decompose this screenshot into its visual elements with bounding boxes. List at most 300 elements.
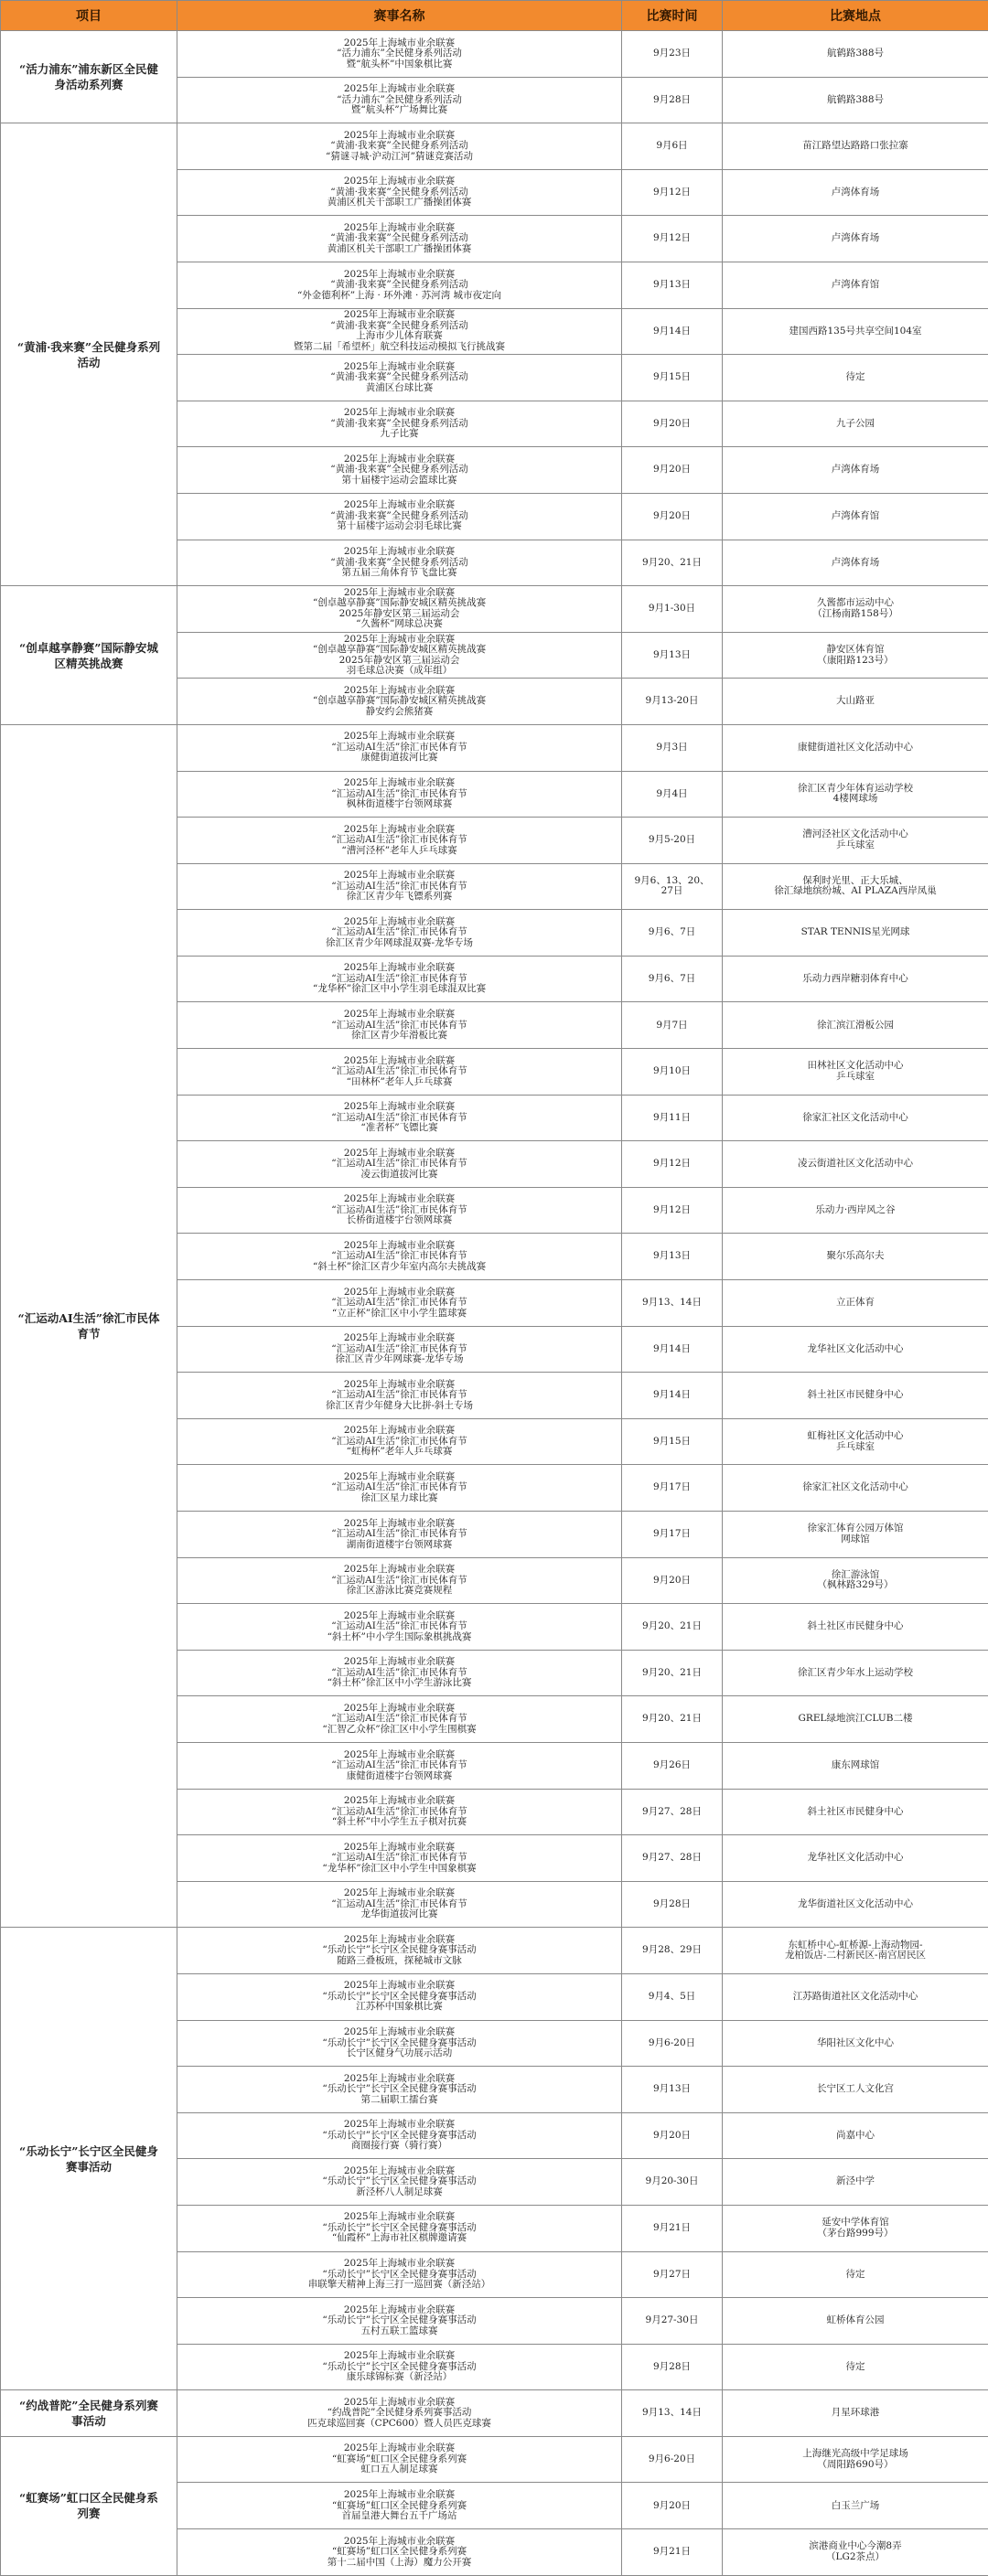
venue-line: 东虹桥中心-虹桥源-上海动物园- [726,1940,984,1951]
event-line: “立正杯”徐汇区中小学生篮球赛 [181,1309,618,1320]
venue-line: 待定 [726,372,984,383]
venue-line: 徐家汇体育公园万体馆 [726,1523,984,1534]
event-line: 2025年上海城市业余联赛 [181,176,618,187]
event-cell [177,1418,622,1465]
header-venue: 比赛地点 [723,1,988,31]
time-cell [622,401,723,447]
event-cell [177,2020,622,2067]
event-cell [177,447,622,494]
time-cell [622,1604,723,1651]
venue-cell [723,818,988,864]
time-line: 9月20日 [626,465,718,476]
venue-line: 待定 [726,2270,984,2281]
event-line: 2025年上海城市业余联赛 [181,1981,618,1992]
time-line: 9月20、21日 [626,558,718,569]
event-cell [177,1789,622,1835]
event-line: 凌云街道拔河比赛 [181,1170,618,1181]
time-cell [622,724,723,771]
event-line: “斜土杯”中小学生国际象棋挑战赛 [181,1632,618,1643]
event-line: “汇运动AI生活”徐汇市民体育节 [181,1853,618,1864]
time-cell [622,2067,723,2113]
venue-line: 斜土社区市民健身中心 [726,1621,984,1632]
venue-line: 久酱都市运动中心 [726,598,984,609]
event-line: 2025年上海城市业余联赛 [181,1380,618,1391]
venue-cell [723,1973,988,2020]
event-line: “汇运动AI生活”徐汇市民体育节 [181,1482,618,1493]
event-line: “黄浦·我来赛”全民健身系列活动 [181,280,618,291]
venue-cell [723,2020,988,2067]
venue-line: 卢湾体育馆 [726,280,984,291]
event-cell [177,1234,622,1280]
venue-line: 卢湾体育馆 [726,511,984,522]
event-line: “汇运动AI生活”徐汇市民体育节 [181,1066,618,1077]
event-line: “汇运动AI生活”徐汇市民体育节 [181,1251,618,1262]
event-line: 2025年上海城市业余联赛 [181,270,618,281]
event-line: “黄浦·我来赛”全民健身系列活动 [181,465,618,476]
venue-cell [723,1604,988,1651]
time-cell [622,2205,723,2251]
event-cell [177,2067,622,2113]
event-line: 2025年上海城市业余联赛 [181,1472,618,1483]
event-line: 2025年上海城市业余联赛 [181,1796,618,1807]
event-line: “汇运动AI生活”徐汇市民体育节 [181,927,618,938]
venue-cell [723,169,988,216]
event-line: “乐动长宁”长宁区全民健身赛事活动 [181,2038,618,2049]
event-line: 2025年上海城市业余联赛 [181,84,618,95]
time-cell [622,1234,723,1280]
venue-line: （枫林路329号） [726,1580,984,1591]
event-cell [177,1512,622,1558]
venue-cell [723,910,988,957]
event-line: 2025年上海城市业余联赛 [181,1149,618,1160]
event-line: “黄浦·我来赛”全民健身系列活动 [181,558,618,569]
event-line: 五村五联工篮球赛 [181,2326,618,2337]
event-line: 黄浦区机关干部职工广播操团体赛 [181,244,618,255]
event-line: “乐动长宁”长宁区全民健身赛事活动 [181,2176,618,2187]
venue-line: 斜土社区市民健身中心 [726,1390,984,1401]
event-line: “汇运动AI生活”徐汇市民体育节 [181,1760,618,1771]
event-cell [177,632,622,679]
venue-cell [723,1280,988,1327]
table-row [1,31,988,78]
venue-line: GREL绿地滨江CLUB二楼 [726,1714,984,1725]
event-line: “黄浦·我来赛”全民健身系列活动 [181,419,618,430]
event-line: 2025年上海城市业余联赛 [181,131,618,142]
time-cell [622,1141,723,1188]
event-line: 2025年上海城市业余联赛 [181,2490,618,2501]
time-line: 9月7日 [626,1021,718,1031]
venue-line: 乐动力·西岸风之谷 [726,1205,984,1216]
event-line: 徐汇区星力球比赛 [181,1493,618,1504]
event-cell [177,1557,622,1604]
event-line: 2025年上海城市业余联赛 [181,2120,618,2131]
venue-line: 康健街道社区文化活动中心 [726,743,984,754]
venue-line: 苗江路望达路路口张拉寨 [726,141,984,152]
event-line: 康健街道楼宇台领网球赛 [181,1771,618,1782]
event-line: 2025年上海城市业余联赛 [181,310,618,321]
time-cell [622,216,723,262]
event-line: 首届皇港大舞台五千广场站 [181,2511,618,2522]
event-line: “汇运动AI生活”徐汇市民体育节 [181,1807,618,1818]
event-line: 2025年上海城市业余联赛 [181,2305,618,2316]
event-line: “乐动长宁”长宁区全民健身赛事活动 [181,2270,618,2281]
time-line: 9月20日 [626,511,718,522]
venue-line: 徐家汇社区文化活动中心 [726,1113,984,1124]
event-line: “活力浦东”全民健身系列活动 [181,48,618,59]
venue-cell [723,1465,988,1512]
time-cell [622,1557,723,1604]
venue-line: 田林社区文化活动中心 [726,1061,984,1072]
time-cell [622,493,723,540]
time-line: 9月6、7日 [626,927,718,938]
venue-line: 滨港商业中心今潮8弄 [726,2541,984,2552]
venue-line: STAR TENNIS星光网球 [726,927,984,938]
time-cell [622,586,723,633]
time-cell [622,1973,723,2020]
event-cell [177,1696,622,1743]
time-line: 9月27、28日 [626,1807,718,1818]
event-line: “乐动长宁”长宁区全民健身赛事活动 [181,1945,618,1956]
venue-cell [723,2298,988,2345]
venue-line: 乒乓球室 [726,840,984,851]
event-line: 2025年上海城市业余联赛 [181,223,618,234]
project-cell: “黄浦·我来赛”全民健身系列活动 [1,123,177,586]
event-cell [177,2205,622,2251]
event-line: 2025年上海城市业余联赛 [181,500,618,511]
venue-line: 凌云街道社区文化活动中心 [726,1159,984,1170]
event-line: “准者杯”飞镖比赛 [181,1123,618,1134]
event-line: “乐动长宁”长宁区全民健身赛事活动 [181,2223,618,2234]
event-line: “黄浦·我来赛”全民健身系列活动 [181,321,618,332]
time-line: 9月4、5日 [626,1992,718,2003]
venue-cell [723,2483,988,2529]
venue-line: 静安区体育馆 [726,645,984,656]
event-line: 2025年上海城市业余联赛 [181,1426,618,1437]
event-line: “汇智乙众杯”徐汇区中小学生围棋赛 [181,1725,618,1736]
venue-cell [723,2390,988,2437]
time-line: 9月26日 [626,1760,718,1771]
event-line: “汇运动AI生活”徐汇市民体育节 [181,1021,618,1031]
venue-cell [723,123,988,170]
venue-cell [723,724,988,771]
event-cell [177,1973,622,2020]
project-cell: “虹赛场”虹口区全民健身系列赛 [1,2436,177,2575]
event-line: “斜土杯”中小学生五子棋对抗赛 [181,1817,618,1828]
time-line: 9月21日 [626,2547,718,2558]
time-line: 9月28日 [626,1899,718,1910]
event-line: 2025年上海城市业余联赛 [181,1611,618,1622]
time-line: 9月28日 [626,2362,718,2373]
venue-line: 待定 [726,2362,984,2373]
event-line: 2025年上海城市业余联赛 [181,1333,618,1344]
event-cell [177,818,622,864]
event-cell [177,401,622,447]
time-line: 9月13日 [626,280,718,291]
event-cell [177,1650,622,1696]
time-line: 9月6、13、20、 [626,876,718,887]
event-line: “汇运动AI生活”徐汇市民体育节 [181,1529,618,1540]
time-line: 9月28日 [626,95,718,106]
venue-line: 漕河泾社区文化活动中心 [726,829,984,840]
time-cell [622,2344,723,2390]
table-row [1,123,988,170]
project-cell: “汇运动AI生活”徐汇市民体育节 [1,724,177,1927]
time-cell [622,863,723,910]
event-line: “久酱杯”网球总决赛 [181,619,618,630]
event-line: 徐汇区青少年健身大比拼-斜土专场 [181,1401,618,1412]
venue-line: （康阳路123号） [726,656,984,667]
event-cell [177,771,622,818]
time-line: 9月15日 [626,372,718,383]
event-line: “汇运动AI生活”徐汇市民体育节 [181,974,618,985]
event-line: “黄浦·我来赛”全民健身系列活动 [181,141,618,152]
event-line: “汇运动AI生活”徐汇市民体育节 [181,1159,618,1170]
event-cell [177,2529,622,2576]
time-line: 9月20日 [626,1576,718,1587]
time-cell [622,77,723,123]
header-row [1,1,988,31]
venue-cell [723,31,988,78]
time-line: 9月12日 [626,233,718,244]
venue-line: 保利时光里、正大乐城、 [726,876,984,887]
venue-cell [723,216,988,262]
time-cell [622,2112,723,2159]
venue-cell [723,2205,988,2251]
event-line: “汇运动AI生活”徐汇市民体育节 [181,835,618,846]
venue-cell [723,1095,988,1141]
venue-line: 徐汇游泳馆 [726,1570,984,1581]
venue-line: 长宁区工人文化宫 [726,2084,984,2095]
time-cell [622,1789,723,1835]
venue-cell [723,1742,988,1789]
event-line: 暨“航头杯”中国象棋比赛 [181,59,618,70]
venue-cell [723,1881,988,1928]
time-line: 9月3日 [626,743,718,754]
event-line: 2025年上海城市业余联赛 [181,732,618,743]
event-line: 徐汇区青少年滑板比赛 [181,1031,618,1042]
time-cell [622,1002,723,1049]
event-line: “创卓越享静赛”国际静安城区精英挑战赛 [181,598,618,609]
event-cell [177,1742,622,1789]
event-line: “汇运动AI生活”徐汇市民体育节 [181,1298,618,1309]
time-line: 9月23日 [626,48,718,59]
venue-line: 白玉兰广场 [726,2501,984,2512]
venue-line: （周阳路690号） [726,2460,984,2471]
event-cell [177,308,622,355]
venue-line: 康东网球馆 [726,1760,984,1771]
venue-line: （LG2茶点） [726,2552,984,2563]
time-line: 9月20日 [626,2501,718,2512]
event-line: 2025年上海城市业余联赛 [181,2537,618,2548]
venue-cell [723,2344,988,2390]
time-line: 9月1-30日 [626,604,718,615]
venue-cell [723,586,988,633]
event-line: 黄浦区机关干部职工广播操团体赛 [181,198,618,208]
venue-cell [723,2067,988,2113]
time-line: 9月5-20日 [626,835,718,846]
venue-cell [723,956,988,1002]
event-line: 2025年上海城市业余联赛 [181,588,618,599]
venue-cell [723,1187,988,1234]
time-cell [622,1095,723,1141]
venue-line: 龙华街道社区文化活动中心 [726,1899,984,1910]
venue-line: 徐汇区青少年体育运动学校 [726,784,984,795]
time-cell [622,2251,723,2298]
event-line: 第十届楼宇运动会篮球比赛 [181,476,618,486]
time-line: 9月13、14日 [626,2408,718,2419]
event-cell [177,77,622,123]
event-line: 长桥街道楼宇台领网球赛 [181,1215,618,1226]
header-project: 项目 [1,1,177,31]
event-cell [177,1095,622,1141]
venue-cell [723,1557,988,1604]
event-cell [177,1280,622,1327]
time-line: 9月20-30日 [626,2176,718,2187]
event-line: 康健街道拔河比赛 [181,753,618,764]
venue-cell [723,2112,988,2159]
time-cell [622,31,723,78]
venue-cell [723,355,988,401]
time-line: 9月27日 [626,2270,718,2281]
time-cell [622,123,723,170]
venue-cell [723,493,988,540]
event-line: 2025年上海城市业余联赛 [181,2443,618,2454]
time-cell [622,2020,723,2067]
event-line: “斜土杯”徐汇区青少年室内高尔夫挑战赛 [181,1262,618,1273]
venue-cell [723,1141,988,1188]
time-cell [622,1512,723,1558]
event-cell [177,2298,622,2345]
event-line: 商圈接行赛（骑行赛） [181,2141,618,2152]
venue-cell [723,1835,988,1882]
event-line: “汇运动AI生活”徐汇市民体育节 [181,1714,618,1725]
event-line: 黄浦区台球比赛 [181,383,618,394]
event-cell [177,679,622,725]
event-line: 徐汇区游泳比赛竞赛规程 [181,1586,618,1597]
event-line: “漕河泾杯”老年人乒乓球赛 [181,846,618,857]
venue-line: 徐汇滨江滑板公园 [726,1021,984,1031]
event-line: 随路三叠板班，探秘城市文脉 [181,1956,618,1967]
event-line: “汇运动AI生活”徐汇市民体育节 [181,1344,618,1355]
event-line: “虹梅杯”老年人乒乓球赛 [181,1447,618,1458]
time-line: 9月20、21日 [626,1621,718,1632]
venue-line: 龙华社区文化活动中心 [726,1344,984,1355]
venue-cell [723,632,988,679]
event-line: “黄浦·我来赛”全民健身系列活动 [181,233,618,244]
event-cell [177,910,622,957]
event-line: 2025年上海城市业余联赛 [181,2166,618,2177]
event-line: “汇运动AI生活”徐汇市民体育节 [181,1576,618,1587]
venue-line: （江杨南路158号） [726,609,984,620]
event-line: 2025年上海城市业余联赛 [181,2351,618,2362]
event-line: “汇运动AI生活”徐汇市民体育节 [181,1437,618,1448]
event-cell [177,1465,622,1512]
project-cell: “活力浦东”浦东新区全民健身活动系列赛 [1,31,177,123]
time-line: 9月13日 [626,650,718,661]
table-body [1,31,988,2576]
event-cell [177,863,622,910]
venue-line: 斜土社区市民健身中心 [726,1807,984,1818]
event-line: 2025年上海城市业余联赛 [181,1519,618,1530]
event-line: “汇运动AI生活”徐汇市民体育节 [181,1899,618,1910]
project-cell: “乐动长宁”长宁区全民健身赛事活动 [1,1928,177,2390]
time-line: 9月27、28日 [626,1853,718,1864]
event-line: 2025年上海城市业余联赛 [181,547,618,558]
event-cell [177,1187,622,1234]
time-line: 9月6-20日 [626,2038,718,2049]
time-line: 9月12日 [626,1205,718,1216]
event-line: 2025年上海城市业余联赛 [181,1935,618,1946]
time-cell [622,956,723,1002]
event-line: 串联擎天精神上海三打一巡回赛（新泾站） [181,2280,618,2291]
time-cell [622,2436,723,2483]
time-cell [622,1418,723,1465]
event-line: “黄浦·我来赛”全民健身系列活动 [181,372,618,383]
event-line: 2025年上海城市业余联赛 [181,825,618,836]
event-line: “黄浦·我来赛”全民健身系列活动 [181,187,618,198]
venue-line: 建国西路135号共享空间104室 [726,326,984,337]
event-line: 2025年上海城市业余联赛 [181,686,618,697]
event-line: 徐汇区青少年网球混双赛-龙华专场 [181,938,618,949]
venue-line: 立正体育 [726,1298,984,1309]
event-line: 2025年上海城市业余联赛 [181,1194,618,1205]
venue-cell [723,2436,988,2483]
time-cell [622,1881,723,1928]
event-line: 2025年上海城市业余联赛 [181,963,618,974]
venue-line: 尚嘉中心 [726,2131,984,2142]
venue-cell [723,2529,988,2576]
event-cell [177,724,622,771]
event-line: 2025年上海城市业余联赛 [181,1843,618,1854]
venue-line: 卢湾体育场 [726,465,984,476]
time-cell [622,632,723,679]
time-line: 9月20、21日 [626,1714,718,1725]
venue-cell [723,401,988,447]
event-line: 2025年上海城市业余联赛 [181,38,618,49]
event-line: “约战普陀”全民健身系列赛事活动 [181,2408,618,2419]
venue-line: 大山路亚 [726,696,984,707]
event-cell [177,216,622,262]
event-line: “创卓越享静赛”国际静安城区精英挑战赛 [181,696,618,707]
event-cell [177,2251,622,2298]
venue-line: 航鹤路388号 [726,48,984,59]
time-line: 9月17日 [626,1529,718,1540]
event-cell [177,169,622,216]
event-line: “乐动长宁”长宁区全民健身赛事活动 [181,2315,618,2326]
time-cell [622,447,723,494]
venue-cell [723,1234,988,1280]
header-event: 赛事名称 [177,1,622,31]
event-line: 龙华街道拔河比赛 [181,1909,618,1920]
event-line: 新泾杯八人制足球赛 [181,2187,618,2198]
time-line: 9月13、14日 [626,1298,718,1309]
venue-line: 航鹤路388号 [726,95,984,106]
time-cell [622,1373,723,1419]
event-line: 2025年上海城市业余联赛 [181,871,618,882]
venue-cell [723,1418,988,1465]
venue-cell [723,262,988,308]
time-cell [622,1465,723,1512]
event-cell [177,1373,622,1419]
time-cell [622,540,723,586]
event-line: 第二届职工擂台赛 [181,2095,618,2106]
venue-cell [723,77,988,123]
venue-line: 乐动力西岸糖羽体育中心 [726,974,984,985]
time-cell [622,1326,723,1373]
time-line: 9月12日 [626,1159,718,1170]
venue-line: 卢湾体育场 [726,233,984,244]
event-line: “活力浦东”全民健身系列活动 [181,95,618,106]
